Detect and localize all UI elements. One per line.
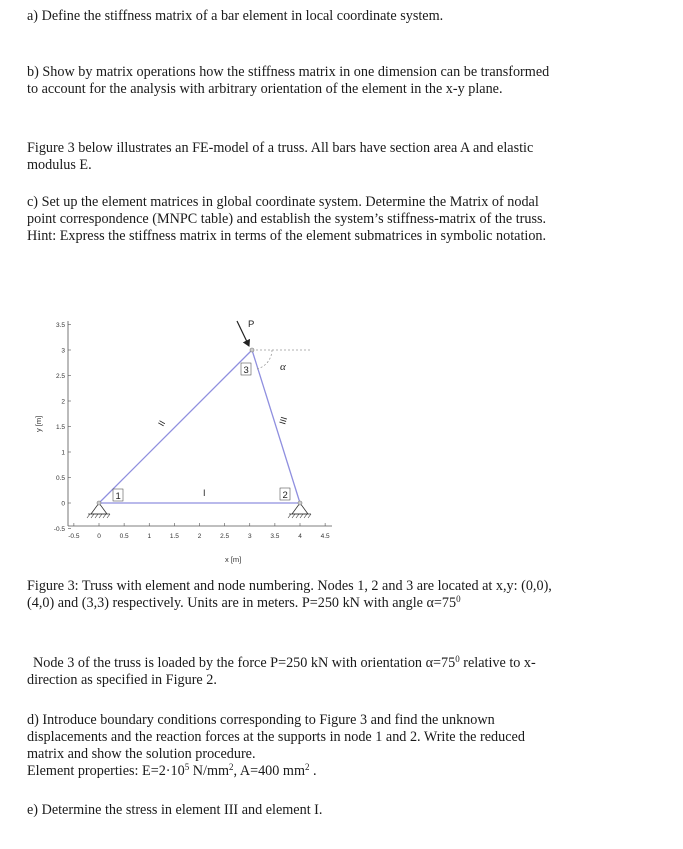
x-tick-label: 2.5 bbox=[220, 533, 230, 540]
question-d-line: displacements and the reaction forces at the supports in node 1 and 2. Write the reduced bbox=[27, 729, 525, 745]
y-tick-label: 1.5 bbox=[55, 424, 65, 431]
x-tick-label: 2 bbox=[197, 533, 202, 540]
x-axis-label: x [m] bbox=[225, 555, 242, 564]
question-a bbox=[27, 8, 657, 25]
question-c-line: c) Set up the element matrices in global coordinate system. Determine the Matrix of nodal bbox=[27, 194, 539, 210]
x-tick-label: 4 bbox=[298, 533, 302, 540]
truss-figure bbox=[27, 300, 357, 568]
figure-intro-line: modulus E. bbox=[27, 157, 92, 173]
x-tick-label: 0.5 bbox=[119, 533, 129, 540]
props-text: N/mm bbox=[189, 763, 230, 779]
x-tick-label: -0.5 bbox=[68, 533, 80, 540]
load-description-line: direction as specified in Figure 2. bbox=[27, 672, 217, 688]
node-2-marker bbox=[298, 501, 302, 505]
x-tick-label: 3.5 bbox=[270, 533, 280, 540]
degree-superscript: 0 bbox=[456, 594, 461, 604]
props-text: , A=400 mm bbox=[233, 763, 305, 779]
question-d-line: d) Introduce boundary conditions corresponding to Figure 3 and find the unknown bbox=[27, 712, 495, 728]
question-b-line: to account for the analysis with arbitrary orientation of the element in the x-y plane. bbox=[27, 81, 503, 97]
y-tick-label: 3 bbox=[61, 347, 65, 355]
node-1-label: 1 bbox=[115, 491, 121, 502]
node-3-label: 3 bbox=[243, 365, 249, 376]
x-tick-label: 1 bbox=[147, 533, 152, 540]
ground-hatch-node-1 bbox=[87, 514, 110, 518]
bar-element-III bbox=[252, 350, 300, 503]
question-c-line: point correspondence (MNPC table) and establish the system’s stiffness-matrix of the truss. bbox=[27, 211, 547, 227]
question-b-line: b) Show by matrix operations how the stiffness matrix in one dimension can be transformed bbox=[27, 64, 550, 80]
x-tick-label: 0 bbox=[97, 533, 101, 540]
node-2-label: 2 bbox=[282, 490, 288, 501]
degree-superscript: 0 bbox=[455, 654, 460, 664]
load-description bbox=[33, 655, 663, 672]
question-a-line: a) Define the stiffness matrix of a bar element in local coordinate system. bbox=[27, 8, 444, 24]
element-properties bbox=[27, 763, 657, 780]
question-e bbox=[27, 802, 657, 819]
load-text: Node 3 of the truss is loaded by the force P=250 kN with orientation α=75 bbox=[33, 655, 456, 671]
question-d bbox=[27, 712, 657, 780]
load-text: relative to x- bbox=[459, 655, 536, 671]
x-tick-label: 1.5 bbox=[169, 533, 179, 540]
props-text: Element properties: E=2·10 bbox=[27, 763, 185, 779]
ground-hatch-node-2 bbox=[288, 514, 311, 518]
question-e-line: e) Determine the stress in element III and element I. bbox=[27, 802, 323, 818]
bar-element-II bbox=[99, 350, 252, 503]
y-axis-label: y [m] bbox=[34, 415, 43, 432]
y-tick-label: 0 bbox=[61, 500, 65, 508]
node-3-marker bbox=[250, 348, 254, 352]
question-c-line: Hint: Express the stiffness matrix in terms of the element submatrices in symbolic notation. bbox=[27, 228, 547, 244]
element-label-II: II bbox=[156, 418, 168, 428]
figure-intro-line: Figure 3 below illustrates an FE-model of a truss. All bars have section area A and elastic bbox=[27, 140, 534, 156]
y-tick-label: 1 bbox=[61, 449, 65, 457]
caption-text: (4,0) and (3,3) respectively. Units are in meters. P=250 kN with angle α=75 bbox=[27, 595, 457, 611]
props-text: . bbox=[309, 763, 317, 779]
figure-intro bbox=[27, 140, 657, 174]
angle-arc bbox=[257, 350, 272, 369]
force-label: P bbox=[248, 319, 255, 330]
load-description-line bbox=[33, 655, 663, 672]
x-ticks bbox=[68, 523, 330, 540]
element-label-I: I bbox=[203, 488, 206, 498]
y-tick-label: 2 bbox=[61, 398, 65, 406]
y-tick-label: -0.5 bbox=[53, 526, 65, 533]
exponent: 2 bbox=[305, 762, 310, 772]
angle-label: α bbox=[280, 361, 286, 373]
question-b bbox=[27, 64, 657, 98]
y-tick-label: 0.5 bbox=[55, 475, 65, 482]
figure-caption-line bbox=[27, 595, 657, 612]
question-d-line: matrix and show the solution procedure. bbox=[27, 746, 256, 762]
figure-caption bbox=[27, 578, 657, 612]
y-tick-label: 3.5 bbox=[55, 322, 65, 329]
load-description-cont bbox=[27, 672, 657, 689]
exponent: 2 bbox=[229, 762, 234, 772]
question-c bbox=[27, 194, 657, 245]
node-1-marker bbox=[97, 501, 101, 505]
x-tick-label: 4.5 bbox=[320, 533, 330, 540]
x-tick-label: 3 bbox=[247, 533, 252, 540]
element-label-III: III bbox=[277, 415, 290, 426]
exponent: 5 bbox=[184, 762, 190, 772]
y-ticks bbox=[54, 322, 71, 533]
figure-caption-line: Figure 3: Truss with element and node numbering. Nodes 1, 2 and 3 are located at x,y: (0,0), bbox=[27, 578, 552, 594]
y-tick-label: 2.5 bbox=[55, 373, 65, 380]
